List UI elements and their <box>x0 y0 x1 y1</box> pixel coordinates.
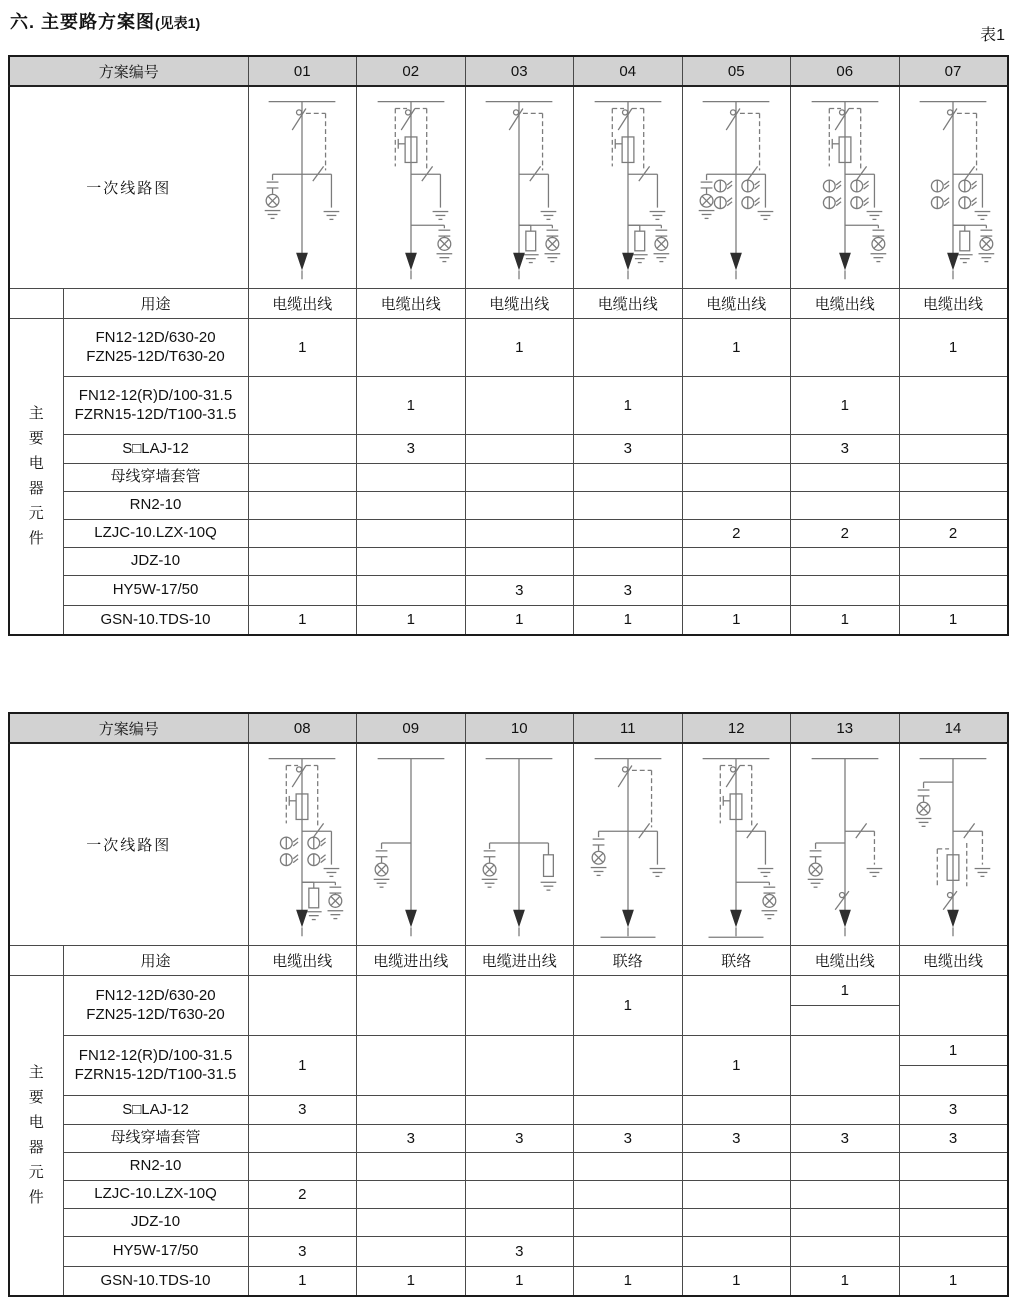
value-cell <box>357 463 466 491</box>
value-cell <box>682 1095 791 1124</box>
value-cell <box>574 1236 683 1266</box>
value-cell <box>357 547 466 575</box>
value-cell <box>791 1152 900 1180</box>
value-cell <box>248 575 357 605</box>
value-cell: 1 <box>248 605 357 635</box>
value-cell <box>357 975 466 1035</box>
usage-12: 联络 <box>682 945 791 975</box>
value-cell <box>899 547 1008 575</box>
value-cell: 1 <box>248 1266 357 1296</box>
component-name-cell: HY5W-17/50 <box>63 575 248 605</box>
value-cell: 3 <box>899 1124 1008 1152</box>
value-cell: 3 <box>465 1124 574 1152</box>
value-cell <box>465 434 574 463</box>
value-cell <box>682 1236 791 1266</box>
value-cell <box>791 575 900 605</box>
value-cell <box>465 376 574 434</box>
usage-07: 电缆出线 <box>899 288 1008 318</box>
value-cell: 1 <box>465 605 574 635</box>
component-name-cell: S□LAJ-12 <box>63 1095 248 1124</box>
value-cell <box>899 975 1008 1035</box>
usage-row-label: 用途 <box>63 288 248 318</box>
value-cell <box>682 463 791 491</box>
value-cell <box>465 1208 574 1236</box>
scheme-number-09: 09 <box>357 713 466 743</box>
value-cell: 2 <box>682 519 791 547</box>
value-cell: 1 <box>791 376 900 434</box>
side-stub-cell <box>9 945 63 975</box>
page-title-text: 六. 主要路方案图 <box>10 12 156 32</box>
value-cell <box>248 519 357 547</box>
value-cell <box>899 1180 1008 1208</box>
value-cell <box>682 975 791 1035</box>
value-cell: 3 <box>574 575 683 605</box>
value-cell <box>465 519 574 547</box>
page-title <box>10 8 200 34</box>
scheme-table <box>8 55 1007 636</box>
value-cell: 2 <box>791 519 900 547</box>
value-cell <box>357 519 466 547</box>
scheme-number-10: 10 <box>465 713 574 743</box>
value-cell <box>465 1035 574 1095</box>
scheme-number-03: 03 <box>465 56 574 86</box>
usage-06: 电缆出线 <box>791 288 900 318</box>
value-cell <box>899 463 1008 491</box>
component-name-cell: HY5W-17/50 <box>63 1236 248 1266</box>
side-label: 主 要 电 器 元 件 <box>9 318 63 635</box>
value-cell: 1 <box>574 376 683 434</box>
scheme-number-12: 12 <box>682 713 791 743</box>
component-name-cell: JDZ-10 <box>63 547 248 575</box>
value-cell-split: 1 <box>899 1035 1008 1095</box>
value-cell <box>574 1152 683 1180</box>
scheme-table <box>8 712 1007 1297</box>
scheme-07-diagram <box>899 86 1008 288</box>
value-cell <box>682 491 791 519</box>
value-cell: 1 <box>899 318 1008 376</box>
value-cell <box>248 491 357 519</box>
value-cell <box>791 1095 900 1124</box>
value-cell <box>465 1152 574 1180</box>
value-cell <box>574 547 683 575</box>
value-cell <box>248 975 357 1035</box>
value-cell: 3 <box>574 1124 683 1152</box>
usage-09: 电缆进出线 <box>357 945 466 975</box>
value-cell <box>574 463 683 491</box>
value-cell: 1 <box>574 975 683 1035</box>
value-cell <box>248 1208 357 1236</box>
component-name-cell: LZJC-10.LZX-10Q <box>63 1180 248 1208</box>
value-cell <box>899 1152 1008 1180</box>
value-cell: 1 <box>682 1266 791 1296</box>
component-name-cell: 母线穿墙套管 <box>63 463 248 491</box>
usage-02: 电缆出线 <box>357 288 466 318</box>
component-name-cell: RN2-10 <box>63 1152 248 1180</box>
value-cell: 1 <box>248 318 357 376</box>
side-stub-cell <box>9 288 63 318</box>
value-cell <box>357 575 466 605</box>
value-cell <box>682 547 791 575</box>
value-cell <box>574 491 683 519</box>
scheme-01-diagram <box>248 86 357 288</box>
scheme-number-04: 04 <box>574 56 683 86</box>
value-cell <box>899 434 1008 463</box>
side-label: 主 要 电 器 元 件 <box>9 975 63 1296</box>
value-cell <box>357 1035 466 1095</box>
value-cell <box>791 1180 900 1208</box>
value-cell: 1 <box>682 605 791 635</box>
value-cell <box>357 1095 466 1124</box>
value-cell: 1 <box>465 1266 574 1296</box>
value-cell: 3 <box>248 1095 357 1124</box>
value-cell: 3 <box>465 575 574 605</box>
value-cell: 3 <box>357 434 466 463</box>
scheme-number-13: 13 <box>791 713 900 743</box>
value-cell <box>248 463 357 491</box>
value-cell <box>357 1208 466 1236</box>
scheme-number-02: 02 <box>357 56 466 86</box>
value-cell <box>682 1152 791 1180</box>
value-cell: 2 <box>248 1180 357 1208</box>
scheme-number-11: 11 <box>574 713 683 743</box>
value-cell <box>574 1095 683 1124</box>
value-cell: 3 <box>899 1095 1008 1124</box>
value-cell <box>899 491 1008 519</box>
component-name-cell: FN12-12D/630-20 FZN25-12D/T630-20 <box>63 975 248 1035</box>
value-cell <box>574 1035 683 1095</box>
value-cell <box>899 1208 1008 1236</box>
value-cell <box>791 1236 900 1266</box>
value-cell <box>791 491 900 519</box>
value-cell: 1 <box>357 376 466 434</box>
value-cell <box>791 463 900 491</box>
scheme-05-diagram <box>682 86 791 288</box>
value-cell <box>357 491 466 519</box>
scheme-03-diagram <box>465 86 574 288</box>
value-cell: 3 <box>791 434 900 463</box>
value-cell <box>248 1124 357 1152</box>
scheme-08-diagram <box>248 743 357 945</box>
value-cell: 1 <box>465 318 574 376</box>
component-name-cell: 母线穿墙套管 <box>63 1124 248 1152</box>
scheme-14-diagram <box>899 743 1008 945</box>
component-name-cell: RN2-10 <box>63 491 248 519</box>
value-cell <box>682 1208 791 1236</box>
value-cell <box>465 547 574 575</box>
value-cell <box>791 547 900 575</box>
value-cell <box>574 519 683 547</box>
value-cell: 1 <box>574 605 683 635</box>
value-cell: 1 <box>357 605 466 635</box>
scheme-number-07: 07 <box>899 56 1008 86</box>
value-cell <box>899 1236 1008 1266</box>
value-cell <box>248 547 357 575</box>
value-cell <box>682 376 791 434</box>
value-cell <box>248 376 357 434</box>
component-name-cell: GSN-10.TDS-10 <box>63 605 248 635</box>
value-cell <box>465 491 574 519</box>
usage-03: 电缆出线 <box>465 288 574 318</box>
value-cell <box>682 575 791 605</box>
value-cell: 1 <box>574 1266 683 1296</box>
usage-04: 电缆出线 <box>574 288 683 318</box>
usage-01: 电缆出线 <box>248 288 357 318</box>
value-cell: 1 <box>682 318 791 376</box>
value-cell: 1 <box>357 1266 466 1296</box>
component-name-cell: FN12-12(R)D/100-31.5 FZRN15-12D/T100-31.5 <box>63 376 248 434</box>
value-cell <box>465 975 574 1035</box>
value-cell <box>682 1180 791 1208</box>
scheme-number-header: 方案编号 <box>9 713 248 743</box>
scheme-number-01: 01 <box>248 56 357 86</box>
component-name-cell: LZJC-10.LZX-10Q <box>63 519 248 547</box>
scheme-12-diagram <box>682 743 791 945</box>
scheme-02-diagram <box>357 86 466 288</box>
value-cell <box>682 434 791 463</box>
scheme-13-diagram <box>791 743 900 945</box>
usage-11: 联络 <box>574 945 683 975</box>
value-cell: 1 <box>791 605 900 635</box>
value-cell <box>465 1180 574 1208</box>
component-name-cell: FN12-12D/630-20 FZN25-12D/T630-20 <box>63 318 248 376</box>
component-name-cell: FN12-12(R)D/100-31.5 FZRN15-12D/T100-31.5 <box>63 1035 248 1095</box>
value-cell <box>791 1035 900 1095</box>
value-cell <box>791 318 900 376</box>
value-cell <box>248 1152 357 1180</box>
value-cell <box>248 434 357 463</box>
scheme-09-diagram <box>357 743 466 945</box>
value-cell <box>899 575 1008 605</box>
value-cell: 1 <box>899 605 1008 635</box>
value-cell: 3 <box>682 1124 791 1152</box>
value-cell <box>357 1236 466 1266</box>
usage-10: 电缆进出线 <box>465 945 574 975</box>
value-cell: 3 <box>248 1236 357 1266</box>
value-cell: 3 <box>465 1236 574 1266</box>
value-cell <box>574 318 683 376</box>
usage-row-label: 用途 <box>63 945 248 975</box>
diagram-row-label: 一次线路图 <box>9 86 248 288</box>
scheme-04-diagram <box>574 86 683 288</box>
scheme-number-05: 05 <box>682 56 791 86</box>
table-tag: 表1 <box>980 27 1005 44</box>
diagram-row-label: 一次线路图 <box>9 743 248 945</box>
value-cell <box>574 1208 683 1236</box>
value-cell: 1 <box>248 1035 357 1095</box>
value-cell <box>574 1180 683 1208</box>
scheme-11-diagram <box>574 743 683 945</box>
value-cell: 3 <box>791 1124 900 1152</box>
scheme-06-diagram <box>791 86 900 288</box>
scheme-number-14: 14 <box>899 713 1008 743</box>
value-cell: 3 <box>357 1124 466 1152</box>
value-cell: 2 <box>899 519 1008 547</box>
value-cell <box>465 463 574 491</box>
value-cell: 1 <box>791 1266 900 1296</box>
value-cell <box>465 1095 574 1124</box>
scheme-number-06: 06 <box>791 56 900 86</box>
value-cell: 1 <box>899 1266 1008 1296</box>
usage-05: 电缆出线 <box>682 288 791 318</box>
component-name-cell: GSN-10.TDS-10 <box>63 1266 248 1296</box>
value-cell <box>357 1180 466 1208</box>
component-name-cell: JDZ-10 <box>63 1208 248 1236</box>
value-cell: 3 <box>574 434 683 463</box>
value-cell <box>357 318 466 376</box>
value-cell <box>357 1152 466 1180</box>
page-title-note: (见表1) <box>155 15 201 31</box>
value-cell-split: 1 <box>791 975 900 1035</box>
scheme-number-08: 08 <box>248 713 357 743</box>
value-cell <box>791 1208 900 1236</box>
usage-08: 电缆出线 <box>248 945 357 975</box>
scheme-10-diagram <box>465 743 574 945</box>
value-cell <box>899 376 1008 434</box>
component-name-cell: S□LAJ-12 <box>63 434 248 463</box>
usage-14: 电缆出线 <box>899 945 1008 975</box>
value-cell: 1 <box>682 1035 791 1095</box>
scheme-number-header: 方案编号 <box>9 56 248 86</box>
usage-13: 电缆出线 <box>791 945 900 975</box>
